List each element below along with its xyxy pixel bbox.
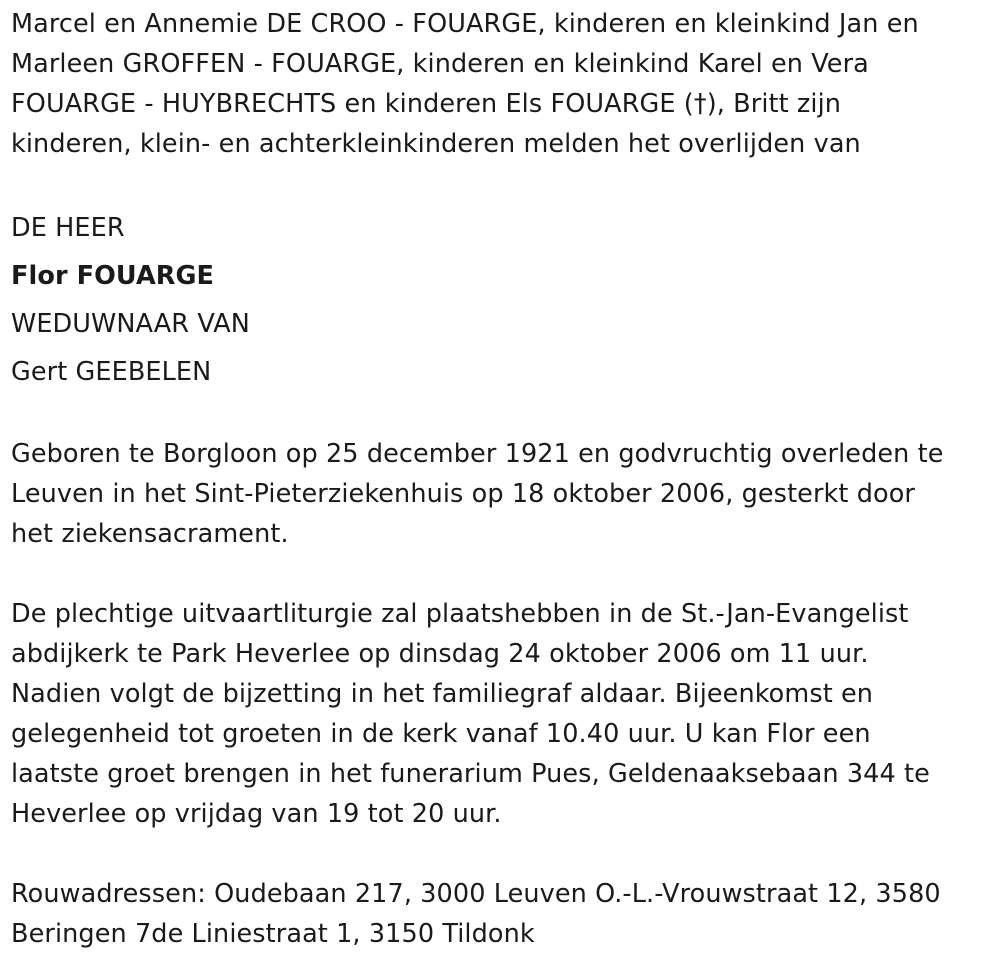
intro-line: kinderen, klein- en achterkleinkinderen melden het overlijden van [11,129,861,159]
funeral-paragraph [11,594,986,834]
funeral-line: laatste groet brengen in het funerarium Pues, Geldenaaksebaan 344 te [11,759,930,789]
spacer [11,164,986,204]
funeral-line: abdijkerk te Park Heverlee op dinsdag 24 oktober 2006 om 11 uur. [11,639,869,669]
intro-paragraph [11,4,986,164]
birth-death-line: Leuven in het Sint-Pieterziekenhuis op 18 oktober 2006, gesterkt door [11,479,915,509]
deceased-relation: WEDUWNAAR VAN [11,309,250,339]
intro-line: Marleen GROFFEN - FOUARGE, kinderen en kleinkind Karel en Vera [11,49,869,79]
funeral-line: Nadien volgt de bijzetting in het familiegraf aldaar. Bijeenkomst en [11,679,874,709]
intro-line: FOUARGE - HUYBRECHTS en kinderen Els FOUARGE (†), Britt zijn [11,89,842,119]
deceased-block [11,204,986,396]
spacer [11,834,986,874]
funeral-line: gelegenheid tot groeten in de kerk vanaf 10.40 uur. U kan Flor een [11,719,871,749]
intro-line: Marcel en Annemie DE CROO - FOUARGE, kinderen en kleinkind Jan en [11,9,919,39]
addresses-paragraph [11,874,986,954]
address-line: Rouwadressen: Oudebaan 217, 3000 Leuven O.-L.-Vrouwstraat 12, 3580 [11,879,941,909]
obituary-notice [11,4,986,954]
address-line: Beringen 7de Liniestraat 1, 3150 Tildonk [11,919,535,949]
deceased-name: Flor FOUARGE [11,261,215,291]
funeral-line: De plechtige uitvaartliturgie zal plaatshebben in de St.-Jan-Evangelist [11,599,909,629]
funeral-line: Heverlee op vrijdag van 19 tot 20 uur. [11,799,502,829]
spacer [11,396,986,434]
spacer [11,554,986,594]
birth-death-paragraph [11,434,986,554]
birth-death-line: Geboren te Borgloon op 25 december 1921 en godvruchtig overleden te [11,439,944,469]
birth-death-line: het ziekensacrament. [11,519,289,549]
deceased-title: DE HEER [11,213,125,243]
spouse-name: Gert GEEBELEN [11,357,212,387]
